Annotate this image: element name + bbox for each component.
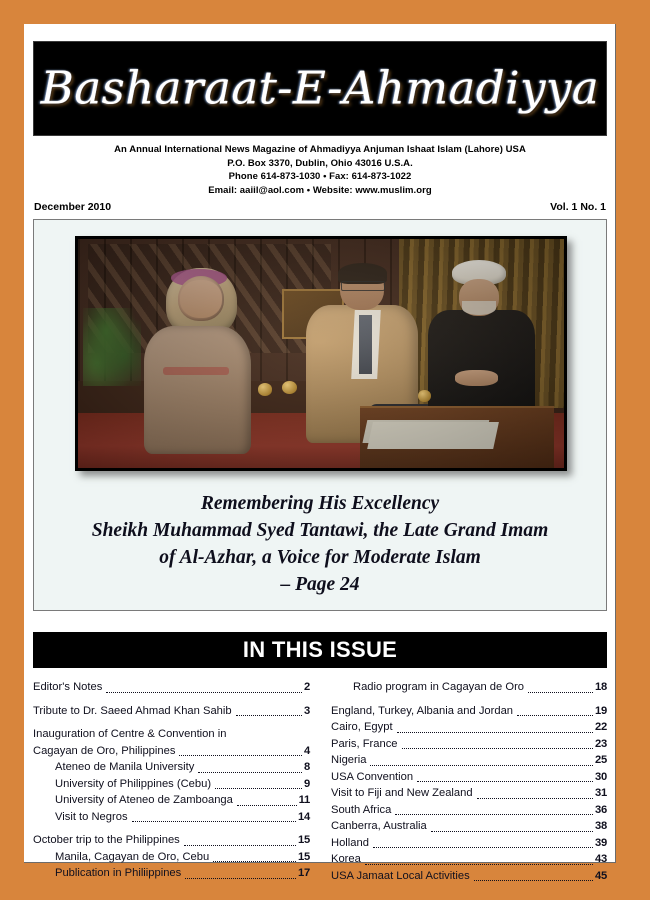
toc-entry[interactable] <box>331 752 607 769</box>
toc-entry[interactable] <box>331 736 607 753</box>
toc-entry[interactable] <box>33 849 310 866</box>
cover-caption <box>52 490 588 598</box>
toc-entry-page: 19 <box>594 704 607 717</box>
magazine-title: Basharaat-E-Ahmadiyya <box>40 60 600 114</box>
toc-entry-label: Korea <box>331 853 361 865</box>
photo-brass-finial <box>418 390 431 401</box>
toc-entry-page: 15 <box>297 850 310 863</box>
toc-leader-dots <box>477 797 593 799</box>
toc-column-right <box>320 679 607 884</box>
toc-entry[interactable] <box>33 865 310 882</box>
toc-leader-dots <box>365 863 593 865</box>
in-this-issue-header: IN THIS ISSUE <box>33 632 607 668</box>
toc-entry-page: 38 <box>594 820 607 832</box>
toc-entry[interactable] <box>33 832 310 849</box>
toc-entry-label: Visit to Negros <box>55 810 128 823</box>
toc-leader-dots <box>431 830 593 832</box>
issue-date: December 2010 <box>34 201 112 213</box>
toc-entry-page: 9 <box>303 777 310 790</box>
photo-brass-finial <box>282 381 297 394</box>
toc-entry[interactable] <box>331 703 607 720</box>
toc-entry-label: South Africa <box>331 803 392 816</box>
toc-entry-page: 36 <box>594 803 607 816</box>
toc-entry-label: Editor's Notes <box>33 681 103 693</box>
photo-person-woman-face <box>180 280 222 318</box>
issue-volume: Vol. 1 No. 1 <box>550 201 606 213</box>
toc-entry[interactable] <box>33 703 310 720</box>
publication-tagline: An Annual International News Magazine of Ahmadiyya Anjuman Ishaat Islam (Lahore) USA <box>114 144 526 155</box>
photo-papers <box>367 422 499 449</box>
toc-entry-label: Ateneo de Manila University <box>55 761 195 773</box>
toc-leader-dots <box>402 747 593 749</box>
toc-entry-page: 3 <box>303 704 310 717</box>
toc-entry[interactable] <box>331 679 607 696</box>
toc-entry-page: 2 <box>303 681 310 693</box>
toc-entry-page: 11 <box>298 794 310 806</box>
cover-photograph <box>78 239 564 468</box>
toc-entry[interactable] <box>33 726 310 743</box>
toc-entry-label: Publication in Philiippines <box>55 867 182 879</box>
publication-email-website: Email: aaiil@aol.com • Website: www.muslim.org <box>208 184 432 196</box>
toc-leader-dots <box>215 787 302 789</box>
publication-phone-fax: Phone 614-873-1030 • Fax: 614-873-1022 <box>228 171 412 182</box>
toc-entry[interactable] <box>33 809 310 826</box>
toc-entry[interactable] <box>33 792 310 809</box>
toc-entry-label: USA Jamaat Local Activities <box>331 869 470 882</box>
table-of-contents <box>33 679 607 884</box>
toc-entry-page: 15 <box>297 834 310 846</box>
toc-entry-page: 8 <box>303 761 310 773</box>
photo-brass-finial <box>258 383 273 396</box>
toc-entry[interactable] <box>33 759 310 776</box>
toc-leader-dots <box>106 691 302 693</box>
toc-entry-label: Cairo, Egypt <box>331 721 393 733</box>
caption-line-2: Sheikh Muhammad Syed Tantawi, the Late Grand Imam <box>91 520 549 541</box>
toc-leader-dots <box>237 804 297 806</box>
toc-entry-label: Cagayan de Oro, Philippines <box>33 744 176 757</box>
toc-entry-label: England, Turkey, Albania and Jordan <box>331 704 514 717</box>
toc-entry-label: Inauguration of Centre & Convention in <box>33 728 227 740</box>
masthead-banner <box>33 41 607 136</box>
toc-leader-dots <box>184 844 296 846</box>
toc-entry-page: 14 <box>297 810 310 823</box>
toc-leader-dots <box>373 846 593 848</box>
toc-entry-page: 18 <box>594 681 607 693</box>
toc-entry-label: Canberra, Australia <box>331 820 427 832</box>
toc-entry-page: 31 <box>594 787 607 799</box>
toc-entry[interactable] <box>331 785 607 802</box>
toc-entry-label: Manila, Cagayan de Oro, Cebu <box>55 850 210 863</box>
photo-person-man-tie <box>359 315 372 375</box>
toc-column-left <box>33 679 320 884</box>
caption-line-3: of Al-Azhar, a Voice for Moderate Islam <box>159 547 481 568</box>
toc-entry[interactable] <box>331 719 607 736</box>
toc-leader-dots <box>132 820 296 822</box>
toc-entry[interactable] <box>33 743 310 760</box>
toc-entry-page: 45 <box>594 869 607 882</box>
toc-leader-dots <box>397 731 593 733</box>
toc-entry-page: 4 <box>303 744 310 757</box>
toc-entry-label: Nigeria <box>331 754 367 766</box>
toc-entry[interactable] <box>331 868 607 885</box>
photo-person-man-glasses <box>341 281 385 291</box>
toc-entry-label: Radio program in Cagayan de Oro <box>353 681 525 693</box>
toc-entry-page: 25 <box>594 754 607 766</box>
toc-leader-dots <box>185 877 296 879</box>
photo-plant <box>83 308 141 386</box>
toc-entry[interactable] <box>331 851 607 868</box>
toc-entry-label: University of Ateneo de Zamboanga <box>55 794 233 806</box>
cover-feature-box <box>33 219 607 611</box>
toc-leader-dots <box>395 813 593 815</box>
toc-entry-label: Visit to Fiji and New Zealand <box>331 787 473 799</box>
caption-page-reference: – Page 24 <box>280 574 360 595</box>
toc-entry-label: October trip to the Philippines <box>33 834 180 846</box>
toc-entry[interactable] <box>331 818 607 835</box>
cover-photo-frame <box>75 236 567 471</box>
toc-entry[interactable] <box>331 769 607 786</box>
toc-leader-dots <box>528 691 593 693</box>
toc-entry-page: 22 <box>594 721 607 733</box>
toc-leader-dots <box>236 714 302 716</box>
toc-leader-dots <box>370 764 593 766</box>
toc-entry-page: 17 <box>297 867 310 879</box>
toc-entry-label: USA Convention <box>331 770 414 783</box>
toc-entry[interactable] <box>331 802 607 819</box>
toc-leader-dots <box>179 754 302 756</box>
toc-leader-dots <box>517 714 593 716</box>
toc-entry[interactable] <box>33 679 310 696</box>
publication-info <box>33 136 607 197</box>
toc-leader-dots <box>198 771 302 773</box>
photo-person-imam-beard <box>462 301 496 315</box>
toc-leader-dots <box>213 860 296 862</box>
toc-entry-page: 23 <box>594 737 607 750</box>
toc-entry-label: Tribute to Dr. Saeed Ahmad Khan Sahib <box>33 704 232 717</box>
photo-person-imam-hands <box>455 370 499 386</box>
toc-entry-label: University of Philippines (Cebu) <box>55 777 212 790</box>
toc-entry-label: Holland <box>331 836 369 849</box>
page-sheet <box>24 24 616 882</box>
toc-leader-dots <box>474 879 593 881</box>
publication-address: P.O. Box 3370, Dublin, Ohio 43016 U.S.A. <box>227 157 413 169</box>
toc-entry-page: 39 <box>594 836 607 849</box>
caption-line-1: Remembering His Excellency <box>200 493 440 514</box>
toc-entry[interactable] <box>33 776 310 793</box>
issue-dateline <box>33 201 607 219</box>
page-content <box>33 41 607 882</box>
toc-entry-page: 43 <box>594 853 607 865</box>
toc-entry-page: 30 <box>594 770 607 783</box>
toc-leader-dots <box>417 780 593 782</box>
photo-person-woman-body <box>144 326 251 454</box>
toc-entry-label: Paris, France <box>331 737 398 750</box>
toc-entry[interactable] <box>331 835 607 852</box>
